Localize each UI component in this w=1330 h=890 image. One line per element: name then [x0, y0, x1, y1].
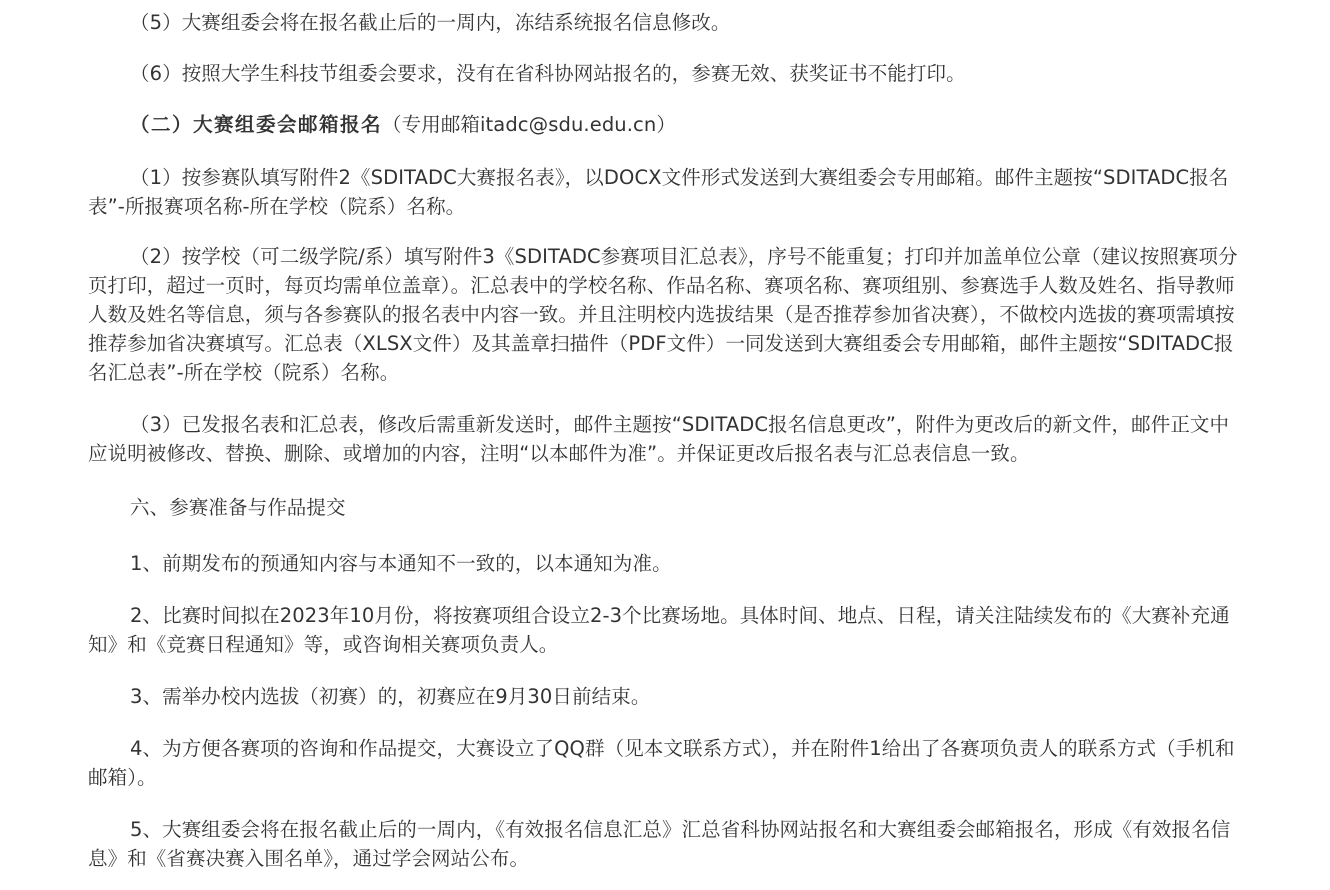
paragraph-provincial-registration-requirement: （6）按照大学生科技节组委会要求，没有在省科协网站报名的，参赛无效、获奖证书不能打印。: [130, 62, 966, 85]
paragraph-registration-freeze: （5）大赛组委会将在报名截止后的一周内，冻结系统报名信息修改。: [130, 11, 731, 34]
section-heading-email-note: （专用邮箱itadc@sdu.edu.cn）: [382, 113, 676, 136]
paragraph-prep-item-1: 1、前期发布的预通知内容与本通知不一致的，以本通知为准。: [130, 552, 672, 575]
paragraph-email-item-1: （1）按参赛队填写附件2《SDITADC大赛报名表》，以DOCX文件形式发送到大赛组委会专用邮箱。邮件主题按“SDITADC报名表”-所报赛项名称-所在学校（院系）名称。: [88, 166, 1229, 218]
paragraph-email-item-3: （3）已发报名表和汇总表，修改后需重新发送时，邮件主题按“SDITADC报名信息更改”，附件为更改后的新文件，邮件正文中应说明被修改、替换、删除、或增加的内容，注明“以本邮件为准”。并保证更改后报名表与汇总表信息一致。: [88, 413, 1230, 465]
paragraph-prep-item-5: 5、大赛组委会将在报名截止后的一周内，《有效报名信息汇总》汇总省科协网站报名和大赛组委会邮箱报名，形成《有效报名信息》和《省赛决赛入围名单》，通过学会网站公布。: [88, 818, 1231, 870]
paragraph-prep-item-2: 2、比赛时间拟在2023年10月份，将按赛项组合设立2-3个比赛场地。具体时间、地点、日程，请关注陆续发布的《大赛补充通知》和《竞赛日程通知》等，或咨询相关赛项负责人。: [88, 604, 1230, 656]
paragraph-prep-item-3: 3、需举办校内选拔（初赛）的，初赛应在9月30日前结束。: [130, 685, 651, 708]
section-heading-title: （二）大赛组委会邮箱报名: [130, 113, 383, 136]
section-heading-preparation: 六、参赛准备与作品提交: [130, 496, 346, 519]
paragraph-prep-item-4: 4、为方便各赛项的咨询和作品提交，大赛设立了QQ群（见本文联系方式），并在附件1给出了各赛项负责人的联系方式（手机和邮箱）。: [88, 737, 1235, 789]
section-heading-email-registration: [88, 110, 1248, 139]
paragraph-email-item-2: （2）按学校（可二级学院/系）填写附件3《SDITADC参赛项目汇总表》，序号不能重复；打印并加盖单位公章（建议按照赛项分页打印，超过一页时，每页均需单位盖章）。汇总表中的学校名称、作品名称、赛项名称、赛项组别、参赛选手人数及姓名、指导教师人数及姓名等信息，须与各参赛队的报名表中内容一致。并且注明校内选拔结果（是否推荐参加省决赛），不做校内选拔的赛项需填按推荐参加省决赛填写。汇总表（XLSX文件）及其盖章扫描件（PDF文件）一同发送到大赛组委会专用邮箱，邮件主题按“SDITADC报名汇总表”-所在学校（院系）名称。: [88, 245, 1238, 384]
